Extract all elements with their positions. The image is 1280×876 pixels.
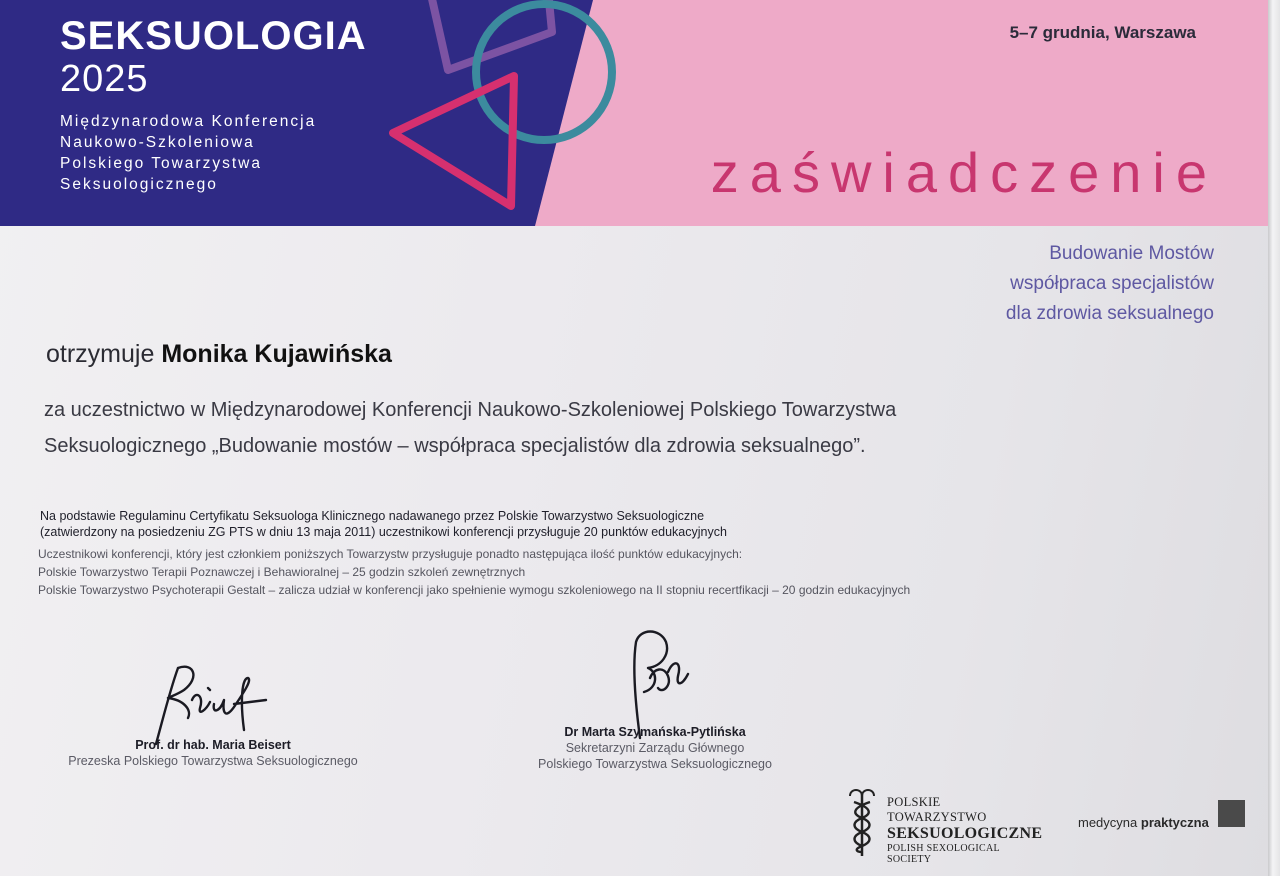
recipient-line — [46, 340, 392, 369]
participation-statement — [44, 392, 1004, 464]
conference-year: 2025 — [60, 58, 149, 100]
subtitle-line: Polskiego Towarzystwa — [60, 155, 262, 172]
signer-block-president — [53, 737, 373, 769]
statement-line: za uczestnictwo w Międzynarodowej Konferencji Naukowo-Szkoleniowej Polskiego Towarzystwa — [44, 399, 897, 421]
signer-role: Polskiego Towarzystwa Seksuologicznego — [538, 757, 772, 771]
education-points-text — [38, 545, 998, 599]
paper-edge — [1268, 0, 1280, 876]
recipient-prefix: otrzymuje — [46, 340, 155, 368]
mp-logo-part1: medycyna — [1078, 815, 1141, 830]
statement-line: Seksuologicznego „Budowanie mostów – współpraca specjalistów dla zdrowia seksualnego”. — [44, 435, 866, 457]
conference-subtitle — [60, 111, 316, 195]
mp-logo-text — [1078, 815, 1209, 830]
mp-logo-square — [1218, 800, 1245, 827]
mp-logo-part2: praktyczna — [1140, 815, 1209, 830]
pts-logo — [842, 786, 1043, 865]
certificate-heading: zaświadczenie — [710, 141, 1218, 204]
pts-line-3: POLISH SEXOLOGICAL SOCIETY — [887, 843, 1000, 865]
signer-block-secretary — [520, 724, 790, 772]
legal-line: Na podstawie Regulaminu Certyfikatu Seksuologa Klinicznego nadawanego przez Polskie Towarzystwo Seksuologiczne — [40, 509, 705, 523]
motto-line: dla zdrowia seksualnego — [1005, 303, 1214, 324]
points-line: Polskie Towarzystwo Terapii Poznawczej i Behawioralnej – 25 godzin szkoleń zewnętrznych — [38, 565, 526, 579]
conference-motto — [1006, 239, 1214, 329]
legal-line: (zatwierdzony na posiedzeniu ZG PTS w dniu 13 maja 2011) uczestnikowi konferencji przysługuje 20 punktów edukacyjnych — [40, 525, 727, 539]
signer-role: Prezeska Polskiego Towarzystwa Seksuologicznego — [68, 754, 358, 768]
signer-role: Sekretarzyni Zarządu Głównego — [565, 741, 745, 755]
recipient-name: Monika Kujawińska — [161, 340, 392, 368]
subtitle-line: Międzynarodowa Konferencja — [60, 113, 317, 130]
motto-line: współpraca specjalistów — [1010, 273, 1214, 294]
subtitle-line: Seksuologicznego — [60, 176, 218, 193]
signer-name: Dr Marta Szymańska-Pytlińska — [564, 725, 746, 739]
conference-date-place: 5–7 grudnia, Warszawa — [1009, 23, 1196, 42]
teal-circle-shape — [476, 4, 612, 140]
caduceus-icon — [842, 786, 882, 858]
pts-line-2: SEKSUOLOGICZNE — [887, 825, 1043, 842]
magenta-triangle-shape — [393, 76, 514, 206]
motto-line: Budowanie Mostów — [1049, 243, 1214, 264]
signer-name: Prof. dr hab. Maria Beisert — [135, 738, 291, 752]
conference-title: SEKSUOLOGIA — [60, 14, 367, 58]
points-line: Polskie Towarzystwo Psychoterapii Gestalt – zalicza udział w konferencji jako spełnienie wymogu szkoleniowego na II stopniu recertfikacji – 20 godzin edukacyjnych — [38, 583, 911, 597]
legal-basis-text — [40, 508, 800, 540]
points-line: Uczestnikowi konferencji, który jest członkiem poniższych Towarzystw przysługuje ponadto następująca ilość punktów edukacyjnych: — [38, 547, 743, 561]
subtitle-line: Naukowo-Szkoleniowa — [60, 134, 255, 151]
pts-line-1: POLSKIE TOWARZYSTWO — [887, 795, 987, 824]
pts-logo-text — [887, 795, 1042, 865]
